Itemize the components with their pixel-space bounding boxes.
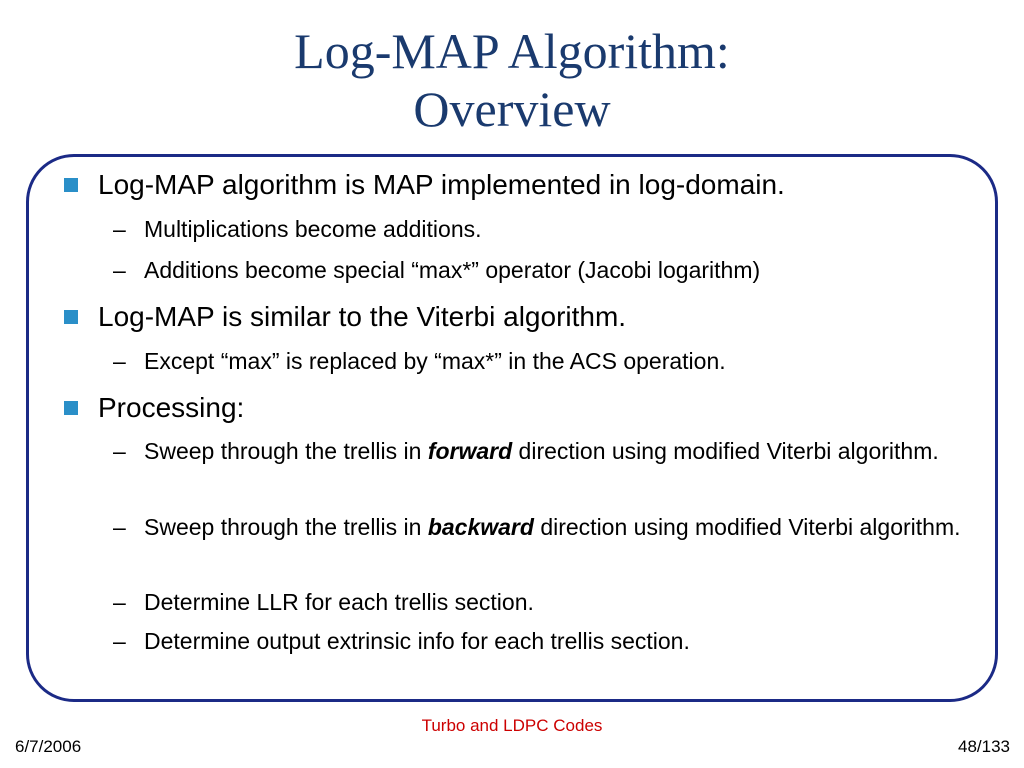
sub-bullet-item bbox=[113, 434, 973, 468]
sub-bullet-text: Additions become special “max*” operator (Jacobi logarithm) bbox=[144, 257, 761, 283]
sub-bullet-item bbox=[113, 253, 973, 287]
emphasis-forward: forward bbox=[427, 438, 513, 464]
sub-bullet-text: Determine LLR for each trellis section. bbox=[144, 589, 534, 615]
sub-bullet-text: Multiplications become additions. bbox=[144, 216, 482, 242]
slide-title bbox=[0, 22, 1024, 138]
sub-bullet-text bbox=[144, 434, 973, 468]
slide-title-line2: Overview bbox=[413, 81, 611, 137]
sub-bullet-item bbox=[113, 510, 973, 544]
sub-bullet-text-after: direction using modified Viterbi algorithm. bbox=[512, 438, 939, 464]
sub-bullet-item bbox=[113, 212, 973, 246]
sub-bullet-text: Determine output extrinsic info for each trellis section. bbox=[144, 628, 690, 654]
bullet-item: Log-MAP algorithm is MAP implemented in log-domain. bbox=[98, 169, 785, 200]
sub-bullet-item bbox=[113, 624, 973, 658]
dash-marker: – bbox=[113, 438, 126, 464]
sub-bullet-item bbox=[113, 344, 973, 378]
sub-bullet-text-after: direction using modified Viterbi algorithm. bbox=[533, 514, 961, 540]
sub-bullet-item bbox=[113, 585, 973, 619]
dash-marker: – bbox=[113, 514, 126, 540]
footer-date: 6/7/2006 bbox=[15, 737, 82, 756]
bullet-item: Log-MAP is similar to the Viterbi algorithm. bbox=[98, 301, 627, 332]
sub-bullet-text bbox=[144, 510, 973, 544]
dash-marker: – bbox=[113, 216, 126, 242]
square-bullet-icon bbox=[64, 178, 78, 192]
emphasis-backward: backward bbox=[427, 514, 534, 540]
sub-bullet-text: Except “max” is replaced by “max*” in the ACS operation. bbox=[144, 348, 726, 374]
dash-marker: – bbox=[113, 589, 126, 615]
bullet-item: Processing: bbox=[98, 392, 245, 423]
square-bullet-icon bbox=[64, 401, 78, 415]
sub-bullet-text-before: Sweep through the trellis in bbox=[144, 438, 428, 464]
sub-bullet-text-before: Sweep through the trellis in bbox=[144, 514, 428, 540]
footer-title: Turbo and LDPC Codes bbox=[421, 716, 603, 735]
dash-marker: – bbox=[113, 257, 126, 283]
dash-marker: – bbox=[113, 348, 126, 374]
dash-marker: – bbox=[113, 628, 126, 654]
footer-page-number: 48/133 bbox=[958, 737, 1010, 756]
square-bullet-icon bbox=[64, 310, 78, 324]
slide-title-line1: Log-MAP Algorithm: bbox=[294, 23, 730, 79]
